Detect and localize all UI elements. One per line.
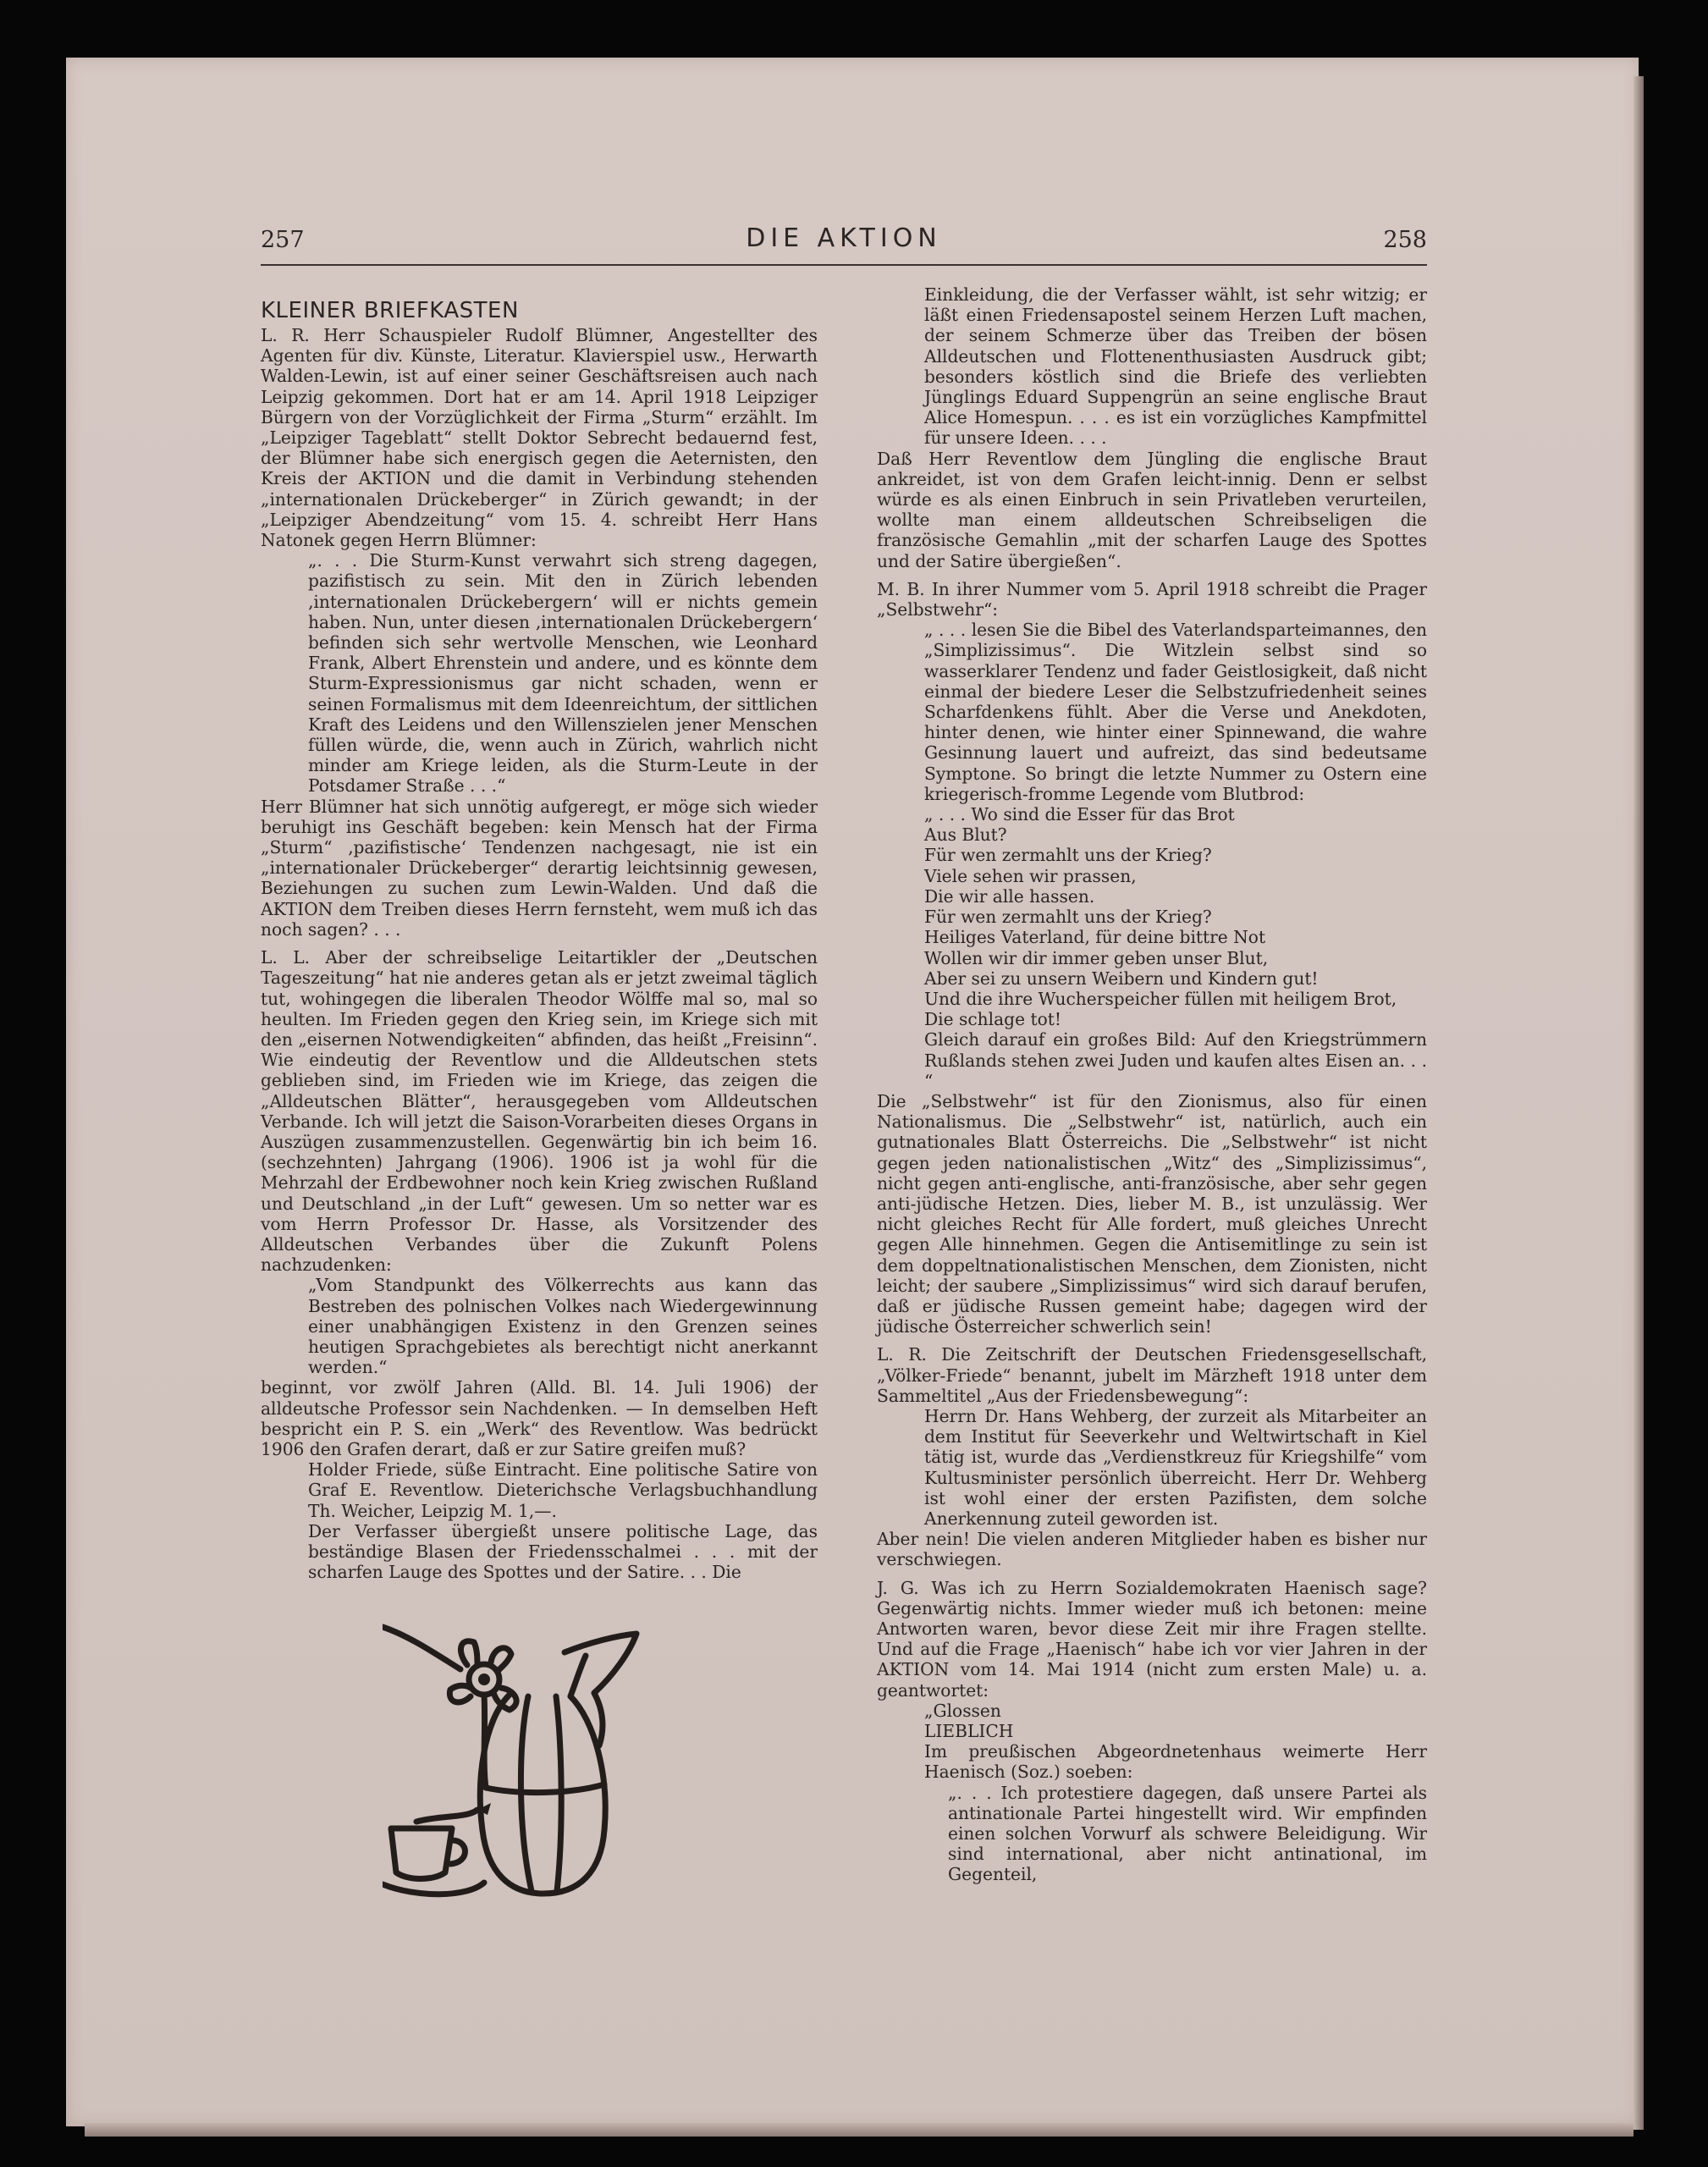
block-quote: Herrn Dr. Hans Wehberg, der zurzeit als Mitarbeiter an dem Institut für Seeverkehr und Weltwirtschaft in Kiel tätig ist, wurde das „Verdienstkreuz für Kriegshilfe“ vom Kultusminister persönlich überreicht. Herr Dr. Wehberg ist wohl einer der ersten Pazifisten, dem solche Anerkennung zuteil geworden ist.	[924, 1405, 1427, 1529]
poem-line: Und die ihre Wucherspeicher füllen mit heiligem Brot,	[924, 988, 1397, 1009]
poem-line: „ . . . Wo sind die Esser für das Brot	[924, 804, 1235, 825]
page-number-right: 258	[1383, 227, 1427, 253]
paragraph: M. B. In ihrer Nummer vom 5. April 1918 schreibt die Prager „Selbstwehr“:	[877, 578, 1427, 620]
block-quote: „Glossen	[924, 1700, 1001, 1721]
journal-title: DIE AKTION	[746, 223, 942, 253]
block-quote: „. . . Die Sturm-Kunst verwahrt sich streng dagegen, pazifistisch zu sein. Mit den in Zürich lebenden ‚internationalen Drückebergern‘ will er nichts gemein haben. Nun, unter diesen ‚internationalen Drückebergern‘ befinden sich sehr wertvolle Menschen, wie Leonhard Frank, Albert Ehrenstein und andere, und es könnte dem Sturm-Expressionismus gar nicht schaden, wenn er seinen Formalismus mit dem Ideenreichtum, der sittlichen Kraft des Leidens und den Willenszielen jener Menschen füllen würde, die, wenn auch in Zürich, wahrlich nicht minder am Kriege leiden, als die Sturm-Leute in der Potsdamer Straße . . .“	[308, 550, 818, 797]
paragraph: Die „Selbstwehr“ ist für den Zionismus, also für einen Nationalismus. Die „Selbstwehr“ ist, natürlich, auch ein gutnationales Blatt Österreichs. Die „Selbstwehr“ ist nicht gegen jeden nationalistischen „Witz“ des „Simplizissimus“, nicht gegen anti-englische, anti-französische, aber sehr gegen anti-jüdische Hetzen. Dies, lieber M. B., ist unzulässig. Wer nicht gleiches Recht für Alle fordert, muß gleiches Unrecht gegen Alle hinnehmen. Gegen die Antisemitlinge zu sein ist dem doppeltnationalistischen Menschen, dem Zionisten, nicht leicht; der saubere „Simplizissimus“ wird sich darauf berufen, daß er jüdische Russen gemeint habe; dagegen wird der jüdische Österreicher schwerlich sein!	[877, 1090, 1427, 1337]
block-quote: Holder Friede, süße Eintracht. Eine politische Satire von Graf E. Reventlow. Dieterichsche Verlagsbuchhandlung Th. Weicher, Leipzig M. 1,—.	[308, 1459, 818, 1521]
paragraph: Aber nein! Die vielen anderen Mitglieder haben es bisher nur verschwiegen.	[877, 1529, 1427, 1570]
block-quote: Gleich darauf ein großes Bild: Auf den Kriegstrümmern Rußlands stehen zwei Juden und kaufen altes Eisen an. . . “	[924, 1029, 1427, 1091]
running-header	[261, 223, 1427, 264]
paragraph: Herr Blümner hat sich unnötig aufgeregt, er möge sich wieder beruhigt ins Geschäft begeben: kein Mensch hat der Firma „Sturm“ ‚pazifistische‘ Tendenzen nachgesagt, nie ist ein „internationaler Drückeberger“ derartig leichtsinnig gewesen, Beziehungen zu suchen zum Lewin-Walden. Und daß die AKTION dem Treiben dieses Herrn fernsteht, wem muß ich das noch sagen? . . .	[261, 796, 818, 940]
section-title: KLEINER BRIEFKASTEN	[261, 298, 519, 323]
block-quote: Einkleidung, die der Verfasser wählt, ist sehr witzig; er läßt einen Friedensapostel seinem Herzen Luft machen, der seinem Schmerze über das Treiben der bösen Alldeutschen und Flottenenthusiasten Ausdruck gibt; besonders köstlich sind die Briefe des verliebten Jünglings Eduard Suppengrün an seine englische Braut Alice Homespun. . . . es ist ein vorzügliches Kampfmittel für unsere Ideen. . . .	[924, 284, 1427, 449]
block-quote: Im preußischen Abgeordnetenhaus weimerte Herr Haenisch (Soz.) soeben:	[924, 1741, 1427, 1783]
page-number-left: 257	[261, 227, 305, 253]
woodcut-illustration	[383, 1618, 684, 1898]
paragraph: J. G. Was ich zu Herrn Sozialdemokraten Haenisch sage? Gegenwärtig nichts. Immer wieder muß ich betonen: meine Antworten waren, bevor diese Zeit mir ihre Fragen stellte. Und auf die Frage „Haenisch“ habe ich vor vier Jahren in der AKTION vom 14. Mai 1914 (nicht zum ersten Male) u. a. geantwortet:	[877, 1577, 1427, 1701]
block-quote: „Vom Standpunkt des Völkerrechts aus kann das Bestreben des polnischen Volkes nach Wiedergewinnung einer unabhängigen Existenz in den Grenzen seines heutigen Sprachgebietes als berechtigt nicht anerkannt werden.“	[308, 1275, 818, 1378]
paragraph: L. L. Aber der schreibselige Leitartikler der „Deutschen Tageszeitung“ hat nie anderes getan als er jetzt zweimal täglich tut, wohingegen die liberalen Theodor Wölffe mal so, mal so heulten. Im Frieden gegen den Krieg sein, im Kriege sich mit den „eisernen Notwendigkeiten“ abfinden, das heißt „Freisinn“. Wie eindeutig der Reventlow und die Alldeutschen stets geblieben sind, im Frieden wie im Kriege, das zeigen die „Alldeutschen Blätter“, herausgegeben vom Alldeutschen Verbande. Ich will jetzt die Saison-Vorarbeiten dieses Organs in Auszügen zusammenzustellen. Gegenwärtig bin ich beim 16. (sechzehnten) Jahrgang (1906). 1906 ist ja wohl für die Mehrzahl der Erdbewohner noch kein Krieg zwischen Rußland und Deutschland „in der Luft“ gewesen. Um so netter war es vom Herrn Professor Dr. Hasse, als Vorsitzender des Alldeutschen Verbandes über die Zukunft Polens nachzudenken:	[261, 947, 818, 1276]
poem-line: Für wen zermahlt uns der Krieg?	[924, 907, 1212, 928]
right-column	[877, 284, 1427, 1885]
poem-line: Heiliges Vaterland, für deine bittre Not	[924, 927, 1266, 948]
paper-edge	[1634, 76, 1644, 2130]
paragraph: Daß Herr Reventlow dem Jüngling die englische Braut ankreidet, ist von dem Grafen leicht-innig. Denn er selbst würde es als einen Einbruch in sein Privatleben verurteilen, wollte man einem alldeutschen Schreibseligen die französische Gemahlin „mit der scharfen Lauge des Spottes und der Satire übergießen“.	[877, 448, 1427, 571]
block-quote: Der Verfasser übergießt unsere politische Lage, das beständige Blasen der Friedensschalmei . . . mit der scharfen Lauge des Spottes und der Satire. . . Die	[308, 1520, 818, 1583]
paragraph: L. R. Herr Schauspieler Rudolf Blümner, Angestellter des Agenten für div. Künste, Literatur. Klavierspiel usw., Herwarth Walden-Lewin, ist auf einer seiner Geschäftsreisen auch nach Leipzig gekommen. Dort hat er am 14. April 1918 Leipziger Bürgern von der Vorzüglichkeit der Firma „Sturm“ erzählt. Im „Leipziger Tageblatt“ stellt Doktor Sebrecht bedauernd fest, der Blümner habe sich energisch gegen die Aeternisten, den Kreis der AKTION und die damit in Verbindung stehenden „internationalen Drückeberger“ in Zürich gewandt; in der „Leipziger Abendzeitung“ vom 15. 4. schreibt Herr Hans Natonek gegen Herrn Blümner:	[261, 325, 818, 551]
header-rule	[261, 264, 1427, 266]
poem-line: Aus Blut?	[924, 824, 1007, 846]
poem-line: Die schlage tot!	[924, 1009, 1061, 1030]
poem-line: Für wen zermahlt uns der Krieg?	[924, 845, 1212, 866]
poem-line: Viele sehen wir prassen,	[924, 865, 1137, 886]
block-quote: „. . . Ich protestiere dagegen, daß unsere Partei als antinationale Partei hingestellt wird. Wir empfinden einen solchen Vorwurf als schwere Beleidigung. Wir sind international, aber nicht antinational, im Gegenteil,	[948, 1782, 1427, 1885]
paper-edge	[85, 2123, 1634, 2137]
block-quote: „ . . . lesen Sie die Bibel des Vaterlandsparteimannes, den „Simplizissimus“. Die Witzlein selbst sind so wasserklarer Tendenz und fader Geistlosigkeit, daß nicht einmal der biedere Leser die Selbstzufriedenheit seines Scharfdenkens fühlt. Aber die Verse und Anekdoten, hinter denen, wie hinter einer Spinnewand, die wahre Gesinnung lauert und aufreizt, das sind bedeutsame Symptone. So bringt die letzte Nummer zu Ostern eine kriegerisch-fromme Legende vom Blutbrod:	[924, 620, 1427, 804]
left-column	[261, 298, 818, 1582]
block-quote: LIEBLICH	[924, 1721, 1014, 1742]
poem-line: Aber sei zu unsern Weibern und Kindern gut!	[924, 968, 1319, 989]
paragraph: L. R. Die Zeitschrift der Deutschen Friedensgesellschaft, „Völker-Friede“ benannt, jubelt im Märzheft 1918 unter dem Sammeltitel „Aus der Friedensbewegung“:	[877, 1344, 1427, 1406]
poem-line: Wollen wir dir immer geben unser Blut,	[924, 947, 1269, 968]
poem-line: Die wir alle hassen.	[924, 885, 1095, 907]
poem	[924, 804, 1427, 1029]
paragraph: beginnt, vor zwölf Jahren (Alld. Bl. 14. Juli 1906) der alldeutsche Professor sein Nachdenken. — In demselben Heft bespricht ein P. S. ein „Werk“ des Reventlow. Was bedrückt 1906 den Grafen derart, daß er zur Satire greifen muß?	[261, 1377, 818, 1459]
